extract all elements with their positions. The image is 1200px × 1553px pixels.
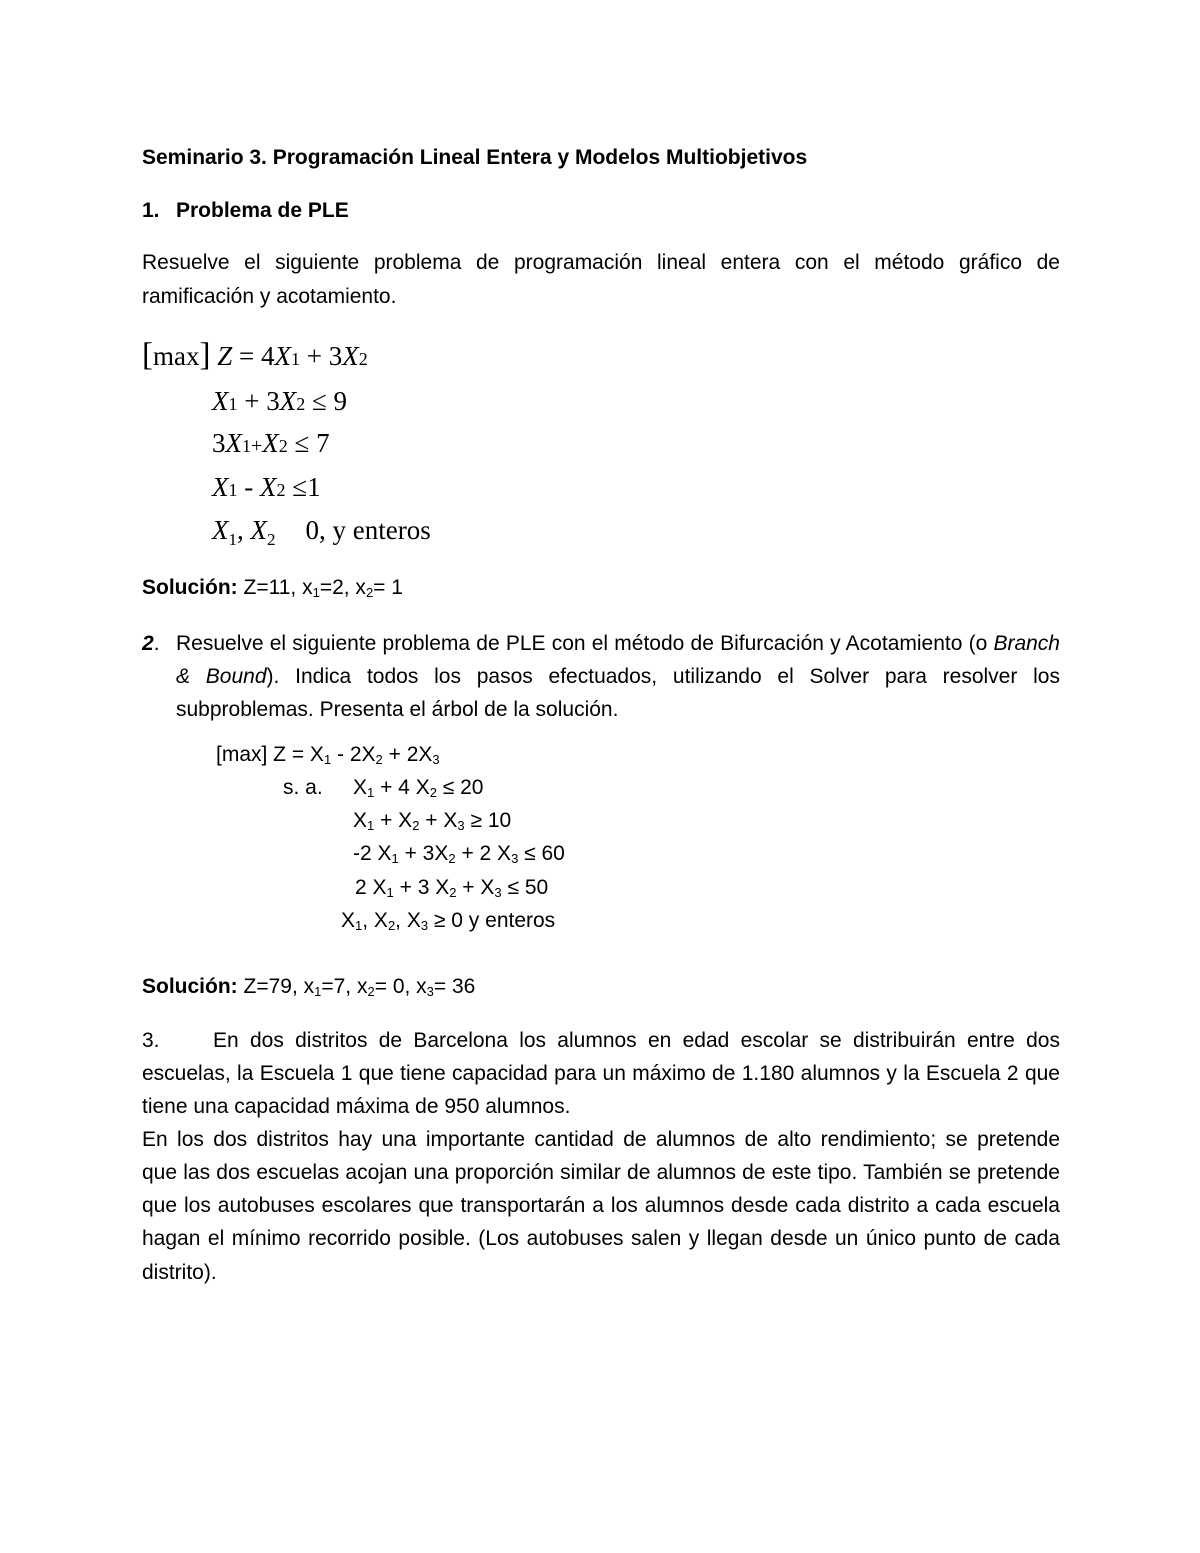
solution-label: Solución: — [142, 576, 238, 599]
model-2-constraint-2: $X_1 + X_2 + X_3 \ge 10$ — [353, 809, 512, 833]
problem-3-text-line-2: escuelas, la Escuela 1 que tiene capacidad para un máximo de 1.180 alumnos y la Escuela 2 que — [142, 1062, 1060, 1085]
problem-3-text-line-3: tiene una capacidad máxima de 950 alumnos. — [142, 1095, 571, 1118]
problem-1-solution: Solución: Z=11, $x_1=2$, $x_2= 1$ — [142, 576, 403, 600]
solution-label: Solución: — [142, 975, 238, 998]
model-2-subject-to: s. a. — [283, 776, 323, 799]
problem-3-text-line-7: hagan el mínimo recorrido posible. (Los autobuses salen y llegan desde un único punto de cada — [142, 1227, 1060, 1250]
problem-1-text-line-2: ramificación y acotamiento. — [142, 285, 397, 308]
problem-2-text-line-3: subproblemas. Presenta el árbol de la solución. — [176, 698, 619, 721]
problem-2-solution: Solución: Z=79, $x_1=7$, $x_2= 0$, $x_3= 36$ — [142, 975, 476, 999]
problem-2-text-line-1: Resuelve el siguiente problema de PLE con el método de Bifurcación y Acotamiento (o Branch — [176, 632, 1060, 655]
problem-2-text-line-2: & Bound). Indica todos los pasos efectuados, utilizando el Solver para resolver los — [176, 665, 1060, 688]
problem-1-title: Problema de PLE — [176, 199, 349, 222]
model-2-objective: [max] $Z = X_1 - 2X_2 + 2X_3$ — [216, 743, 440, 767]
problem-2-number: 2. — [142, 632, 160, 655]
model-1-constraint-1: X1 + 3X2 ≤ 9 — [212, 386, 348, 416]
problem-1-text-line-1: Resuelve el siguiente problema de programación lineal entera con el método gráfico de — [142, 251, 1060, 274]
model-2-constraint-4: 2 $X_1 + 3$ $X_2 + X_3 \le 50$ — [355, 876, 549, 900]
problem-1-heading — [142, 200, 349, 221]
problem-3-text-line-4: En los dos distritos hay una importante cantidad de alumnos de alto rendimiento; se pretende — [142, 1128, 1060, 1151]
model-2-constraint-1: $X_1 + 4$ $X_2 \le 20$ — [353, 776, 484, 800]
problem-3-number: 3. — [142, 1029, 160, 1052]
model-1-constraint-2: 3X1+X2 ≤ 7 — [212, 428, 330, 458]
model-1-constraint-3: X1 - X2 ≤1 — [212, 472, 321, 502]
model-2-constraint-3: -2 $X_1 + 3X_2 + 2$ $X_3 \le 60$ — [353, 842, 565, 866]
problem-1-number: 1. — [142, 199, 160, 222]
page-title: Seminario 3. Programación Lineal Entera y Modelos Multiobjetivos — [142, 146, 808, 169]
model-1-objective: [max] Z = 4X1 + 3X2 — [142, 337, 368, 373]
model-2-constraint-5: $X_1$, $X_2$, $X_3 \ge 0$ y enteros — [341, 909, 556, 933]
problem-3-text-line-5: que las dos escuelas acojan una proporción similar de alumnos de este tipo. También se pretende — [142, 1161, 1060, 1184]
problem-3-text-line-1: En dos distritos de Barcelona los alumnos en edad escolar se distribuirán entre dos — [213, 1029, 1060, 1052]
problem-3-text-line-6: que los autobuses escolares que transportarán a los alumnos desde cada distrito a cada escuela — [142, 1194, 1060, 1217]
model-1-constraint-4: $X_1$, $X_2$ 0, y enteros — [212, 515, 431, 549]
problem-3-text-line-8: distrito). — [142, 1261, 217, 1284]
